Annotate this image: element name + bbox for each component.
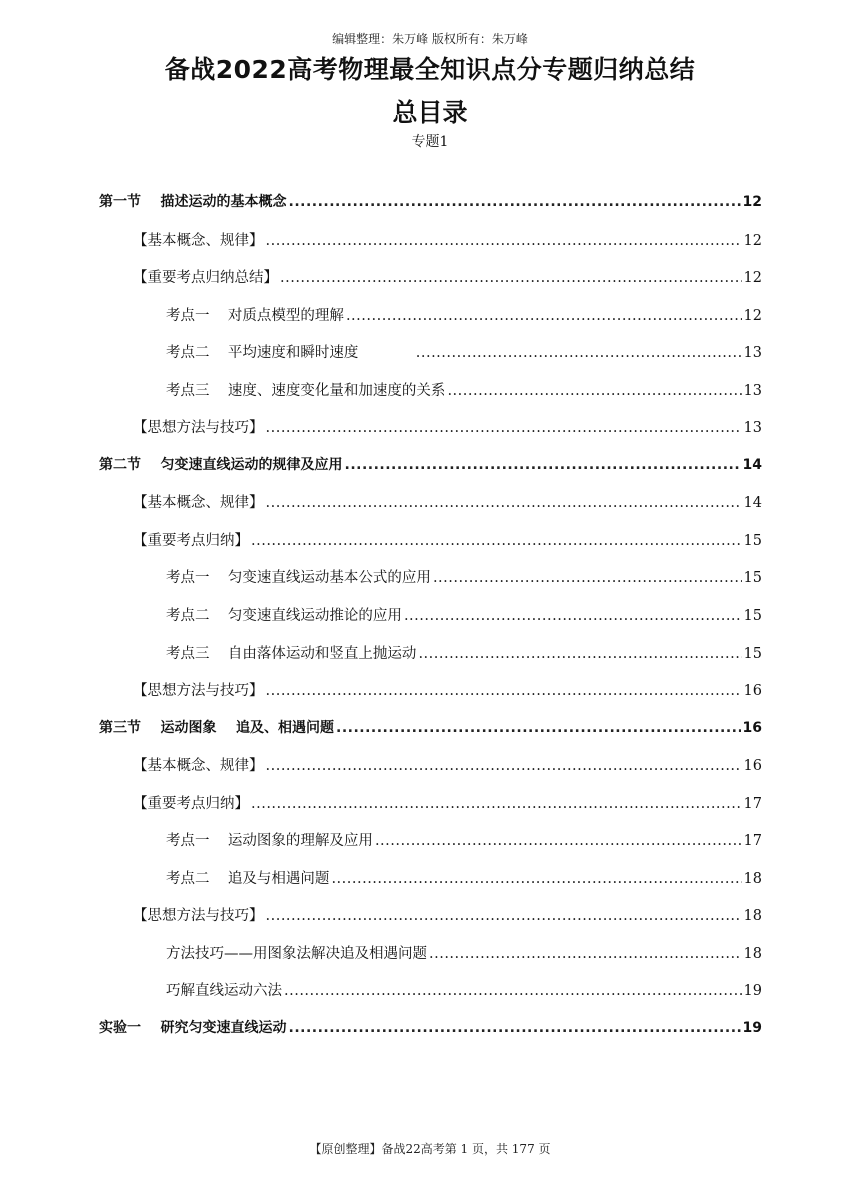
toc-entry-page: 12 bbox=[743, 270, 762, 287]
toc-entry-text: 【基本概念、规律】 bbox=[133, 232, 264, 249]
toc-entry[interactable] bbox=[99, 416, 762, 454]
leader-dots bbox=[280, 270, 742, 286]
toc-entry-page: 15 bbox=[743, 532, 762, 549]
document-title: 备战2022高考物理最全知识点分专题归纳总结 bbox=[164, 55, 696, 84]
toc-entry-page: 16 bbox=[742, 719, 762, 736]
toc-entry-page: 16 bbox=[743, 758, 762, 775]
toc-entry-text: 【重要考点归纳总结】 bbox=[133, 270, 278, 287]
toc-entry[interactable] bbox=[99, 904, 762, 942]
toc-entry[interactable] bbox=[99, 566, 762, 604]
toc-entry-page: 15 bbox=[743, 645, 762, 662]
toc-entry[interactable] bbox=[99, 454, 762, 492]
leader-dots bbox=[266, 495, 742, 511]
toc-entry-text: 【基本概念、规律】 bbox=[133, 495, 264, 512]
toc-entry[interactable] bbox=[99, 754, 762, 792]
toc-entry-page: 14 bbox=[742, 456, 762, 473]
page-footer: 【原创整理】备战22高考第 1 页，共 177 页 bbox=[309, 1142, 551, 1156]
table-of-contents bbox=[99, 191, 762, 1055]
toc-entry-text: 考点三 速度、速度变化量和加速度的关系 bbox=[166, 382, 446, 399]
toc-entry[interactable] bbox=[99, 642, 762, 680]
leader-dots bbox=[418, 646, 741, 662]
toc-entry-page: 12 bbox=[743, 307, 762, 324]
toc-entry-page: 15 bbox=[743, 570, 762, 587]
toc-entry-text: 实验一 研究匀变速直线运动 bbox=[99, 1020, 287, 1037]
leader-dots bbox=[266, 758, 742, 774]
toc-entry[interactable] bbox=[99, 717, 762, 755]
toc-entry[interactable] bbox=[99, 942, 762, 980]
toc-entry-text: 考点一 运动图象的理解及应用 bbox=[166, 833, 373, 850]
leader-dots bbox=[251, 796, 742, 812]
toc-entry-page: 13 bbox=[743, 345, 762, 362]
page-header: 编辑整理：朱万峰 版权所有：朱万峰 bbox=[332, 32, 528, 46]
toc-entry-text: 考点一 对质点模型的理解 bbox=[166, 307, 344, 324]
toc-entry[interactable] bbox=[99, 191, 762, 229]
toc-entry[interactable] bbox=[99, 529, 762, 567]
toc-entry-page: 17 bbox=[743, 795, 762, 812]
toc-entry[interactable] bbox=[99, 304, 762, 342]
toc-entry[interactable] bbox=[99, 1017, 762, 1055]
toc-entry-text: 方法技巧——用图象法解决追及相遇问题 bbox=[166, 945, 427, 962]
toc-entry-text: 考点二 平均速度和瞬时速度 bbox=[166, 345, 414, 362]
topic-label: 专题1 bbox=[411, 134, 449, 150]
toc-heading: 总目录 bbox=[392, 98, 468, 127]
leader-dots bbox=[289, 1020, 741, 1036]
toc-entry-text: 考点二 匀变速直线运动推论的应用 bbox=[166, 608, 402, 625]
toc-entry-page: 19 bbox=[743, 983, 762, 1000]
leader-dots bbox=[251, 533, 742, 549]
toc-entry[interactable] bbox=[99, 379, 762, 417]
leader-dots bbox=[284, 983, 742, 999]
toc-entry-text: 【重要考点归纳】 bbox=[133, 795, 249, 812]
leader-dots bbox=[447, 383, 741, 399]
leader-dots bbox=[266, 420, 742, 436]
toc-entry-text: 【思想方法与技巧】 bbox=[133, 908, 264, 925]
leader-dots bbox=[266, 233, 742, 249]
toc-entry[interactable] bbox=[99, 792, 762, 830]
leader-dots bbox=[433, 570, 742, 586]
leader-dots bbox=[266, 683, 742, 699]
leader-dots bbox=[345, 457, 741, 473]
toc-entry-text: 【重要考点归纳】 bbox=[133, 532, 249, 549]
toc-entry-page: 19 bbox=[742, 1020, 762, 1037]
toc-entry-text: 巧解直线运动六法 bbox=[166, 983, 282, 1000]
toc-entry-text: 第二节 匀变速直线运动的规律及应用 bbox=[99, 456, 343, 473]
leader-dots bbox=[331, 871, 741, 887]
leader-dots bbox=[289, 194, 741, 210]
toc-entry-text: 第一节 描述运动的基本概念 bbox=[99, 194, 287, 210]
toc-entry-page: 13 bbox=[743, 420, 762, 437]
leader-dots bbox=[416, 345, 742, 361]
toc-entry[interactable] bbox=[99, 867, 762, 905]
toc-entry-page: 18 bbox=[743, 945, 762, 962]
toc-entry[interactable] bbox=[99, 679, 762, 717]
toc-entry[interactable] bbox=[99, 829, 762, 867]
toc-entry[interactable] bbox=[99, 341, 762, 379]
toc-entry[interactable] bbox=[99, 979, 762, 1017]
toc-entry-text: 【基本概念、规律】 bbox=[133, 758, 264, 775]
toc-entry-page: 12 bbox=[743, 232, 762, 249]
leader-dots bbox=[375, 833, 742, 849]
toc-entry-text: 考点三 自由落体运动和竖直上抛运动 bbox=[166, 645, 417, 662]
toc-entry-text: 第三节 运动图象 追及、相遇问题 bbox=[99, 719, 334, 736]
leader-dots bbox=[429, 946, 742, 962]
toc-entry-text: 考点一 匀变速直线运动基本公式的应用 bbox=[166, 570, 431, 587]
toc-entry-page: 18 bbox=[743, 908, 762, 925]
toc-entry-page: 14 bbox=[743, 495, 762, 512]
leader-dots bbox=[404, 608, 742, 624]
toc-entry-page: 13 bbox=[743, 382, 762, 399]
toc-entry[interactable] bbox=[99, 604, 762, 642]
toc-entry-text: 考点二 追及与相遇问题 bbox=[166, 870, 330, 887]
toc-entry-text: 【思想方法与技巧】 bbox=[133, 683, 264, 700]
toc-entry[interactable] bbox=[99, 266, 762, 304]
toc-entry-page: 16 bbox=[743, 683, 762, 700]
leader-dots bbox=[266, 908, 742, 924]
toc-entry-page: 18 bbox=[743, 870, 762, 887]
leader-dots bbox=[346, 308, 742, 324]
leader-dots bbox=[336, 720, 741, 736]
toc-entry[interactable] bbox=[99, 229, 762, 267]
toc-entry-text: 【思想方法与技巧】 bbox=[133, 420, 264, 437]
toc-entry-page: 15 bbox=[743, 608, 762, 625]
toc-entry-page: 12 bbox=[742, 194, 762, 210]
toc-entry[interactable] bbox=[99, 491, 762, 529]
toc-entry-page: 17 bbox=[743, 833, 762, 850]
